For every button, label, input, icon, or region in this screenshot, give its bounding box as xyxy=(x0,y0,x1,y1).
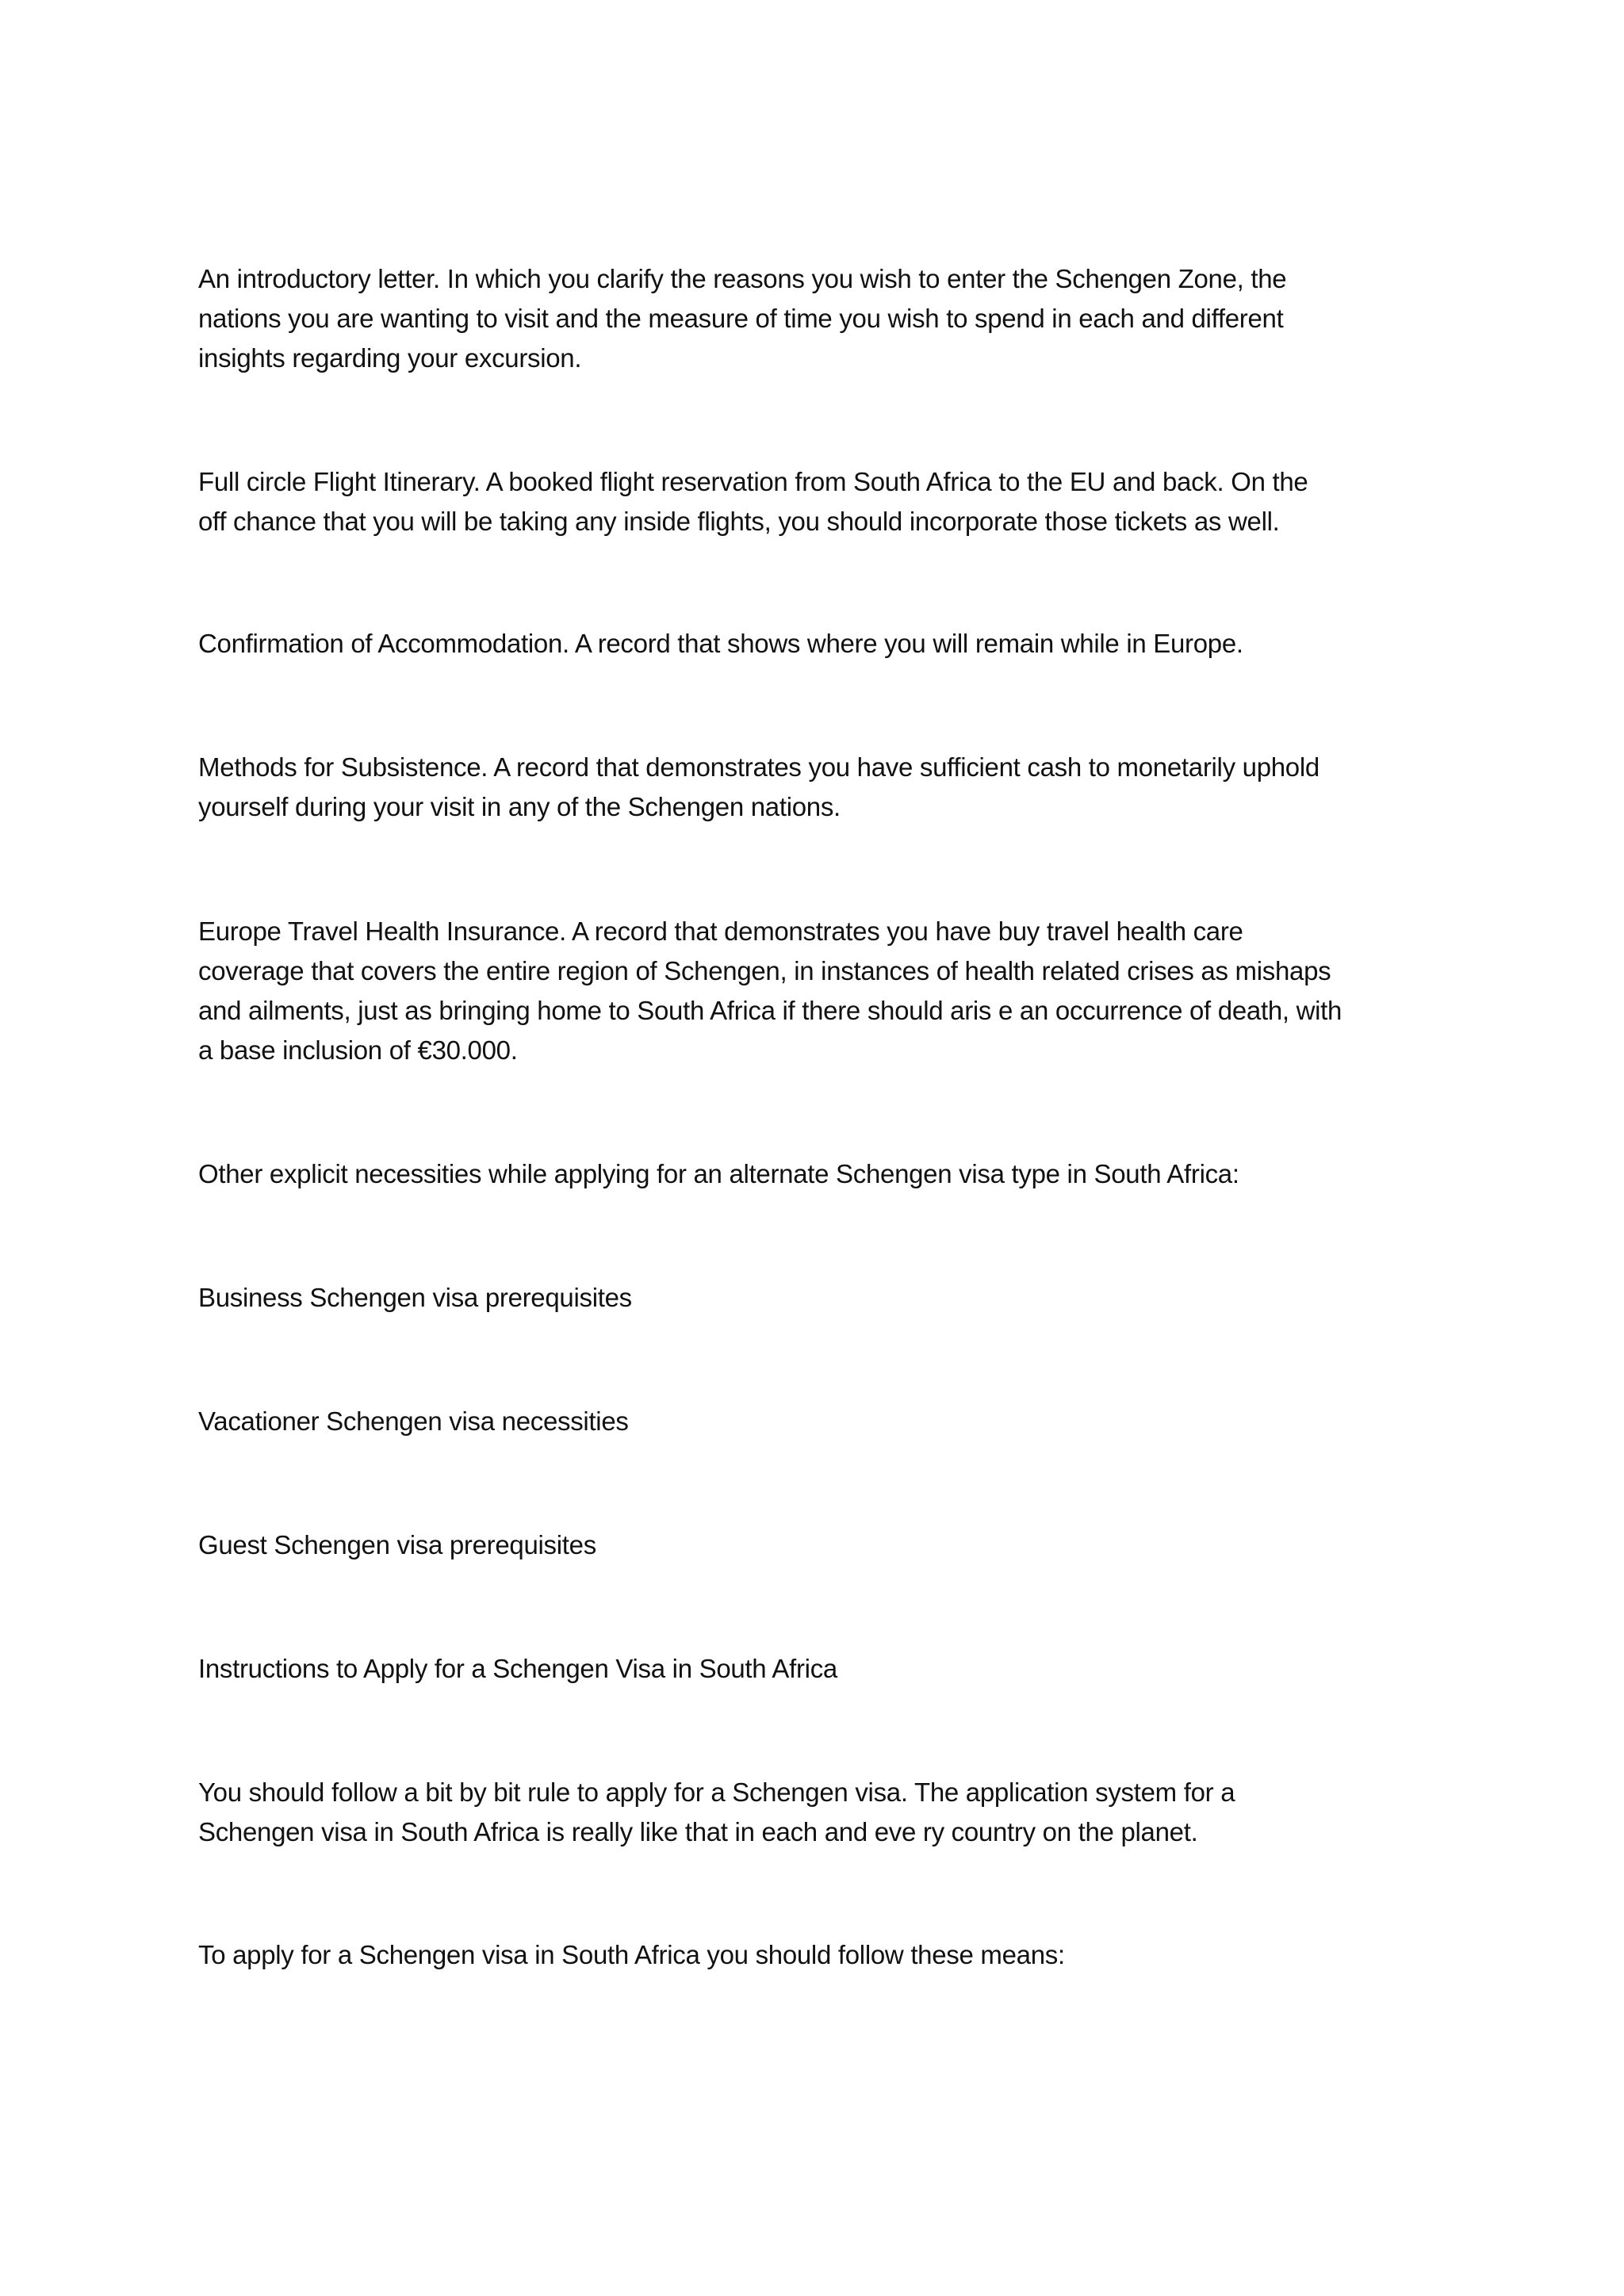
paragraph-vacationer-visa xyxy=(198,1402,1443,1441)
text-line: Business Schengen visa prerequisites xyxy=(198,1283,632,1312)
paragraph-guest-visa xyxy=(198,1525,1443,1565)
text-line: Methods for Subsistence. A record that demonstrates you have sufficient cash to monetarily uphold xyxy=(198,752,1320,782)
text-line: Schengen visa in South Africa is really like that in each and eve ry country on the planet. xyxy=(198,1817,1198,1846)
text-line: nations you are wanting to visit and the measure of time you wish to spend in each and different xyxy=(198,304,1284,333)
paragraph-subsistence xyxy=(198,748,1443,827)
text-line: off chance that you will be taking any inside flights, you should incorporate those tickets as well. xyxy=(198,507,1280,536)
text-line: Instructions to Apply for a Schengen Visa in South Africa xyxy=(198,1654,837,1683)
paragraph-step-by-step xyxy=(198,1773,1443,1852)
text-line: Europe Travel Health Insurance. A record that demonstrates you have buy travel health care xyxy=(198,916,1243,946)
paragraph-business-visa xyxy=(198,1278,1443,1318)
paragraph-health-insurance xyxy=(198,912,1443,1070)
text-line: Confirmation of Accommodation. A record that shows where you will remain while in Europe. xyxy=(198,629,1243,658)
text-line: You should follow a bit by bit rule to apply for a Schengen visa. The application system for a xyxy=(198,1777,1235,1807)
text-line: coverage that covers the entire region of Schengen, in instances of health related crises as mishaps xyxy=(198,956,1331,985)
text-line: To apply for a Schengen visa in South Africa you should follow these means: xyxy=(198,1940,1065,1969)
paragraph-flight-itinerary xyxy=(198,462,1443,541)
text-line: insights regarding your excursion. xyxy=(198,343,582,373)
text-line: An introductory letter. In which you clarify the reasons you wish to enter the Schengen Zone, the xyxy=(198,264,1287,293)
text-line: Full circle Flight Itinerary. A booked flight reservation from South Africa to the EU and back. On the xyxy=(198,467,1308,496)
text-line: yourself during your visit in any of the Schengen nations. xyxy=(198,792,841,821)
paragraph-follow-means xyxy=(198,1935,1443,1975)
text-line: and ailments, just as bringing home to South Africa if there should aris e an occurrence of death, with xyxy=(198,996,1342,1025)
paragraph-accommodation xyxy=(198,624,1443,664)
paragraph-instructions-heading xyxy=(198,1649,1443,1689)
paragraph-introductory-letter xyxy=(198,259,1443,378)
text-line: a base inclusion of €30.000. xyxy=(198,1035,518,1065)
paragraph-other-necessities xyxy=(198,1154,1443,1194)
text-line: Vacationer Schengen visa necessities xyxy=(198,1406,629,1436)
text-line: Guest Schengen visa prerequisites xyxy=(198,1530,596,1559)
text-line: Other explicit necessities while applying for an alternate Schengen visa type in South Africa: xyxy=(198,1159,1239,1188)
